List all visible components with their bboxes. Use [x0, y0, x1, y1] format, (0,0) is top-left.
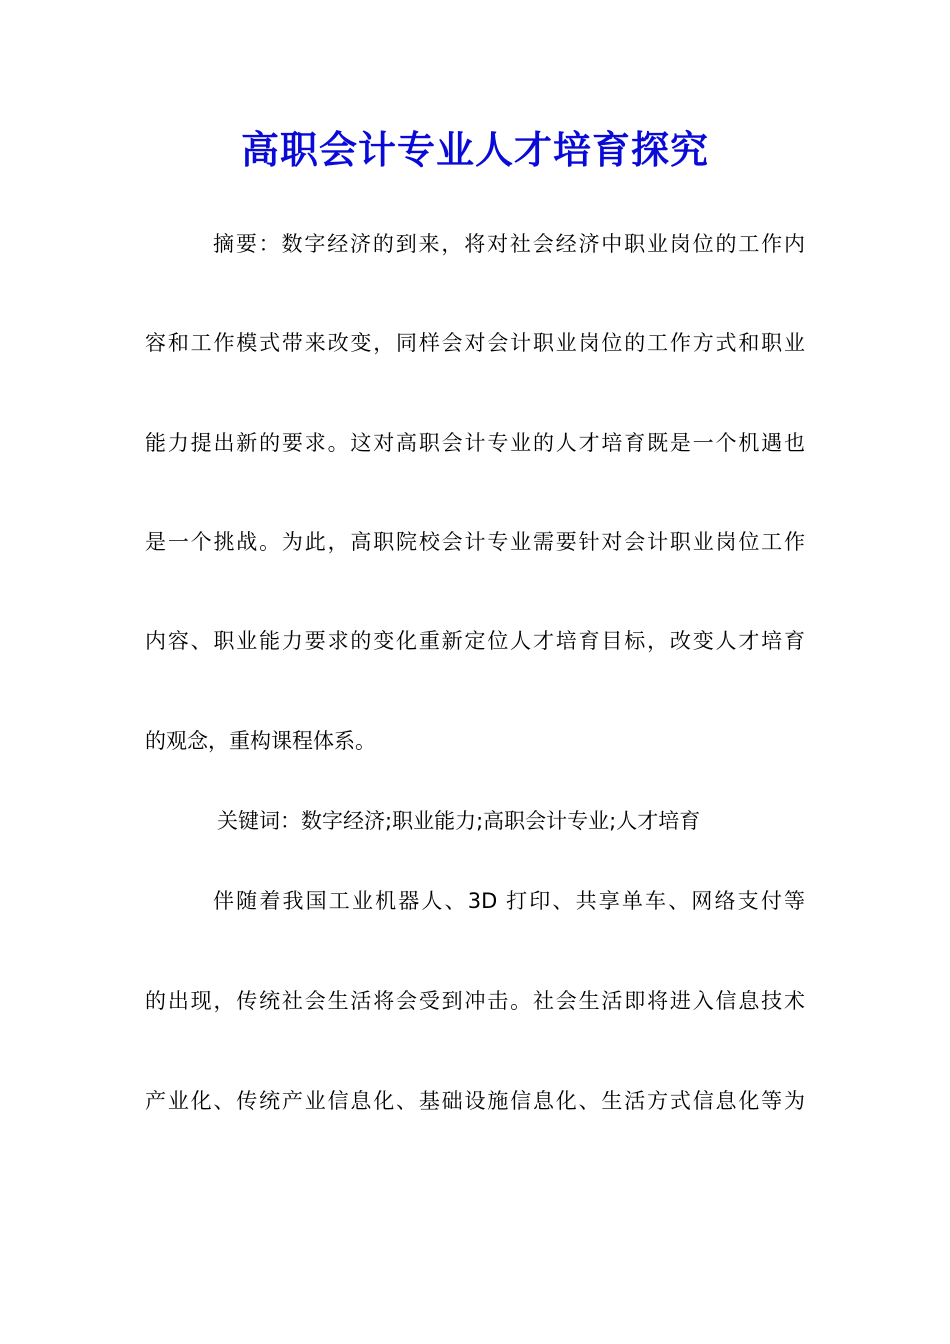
body-line-1: 伴随着我国工业机器人、3D 打印、共享单车、网络支付等	[213, 889, 805, 913]
body-line-3: 产业化、传统产业信息化、基础设施信息化、生活方式信息化等为	[145, 1089, 805, 1113]
body-line-2: 的出现，传统社会生活将会受到冲击。社会生活即将进入信息技术	[145, 989, 805, 1013]
abstract-line-4: 是一个挑战。为此，高职院校会计专业需要针对会计职业岗位工作	[145, 530, 805, 554]
abstract-line-2: 容和工作模式带来改变，同样会对会计职业岗位的工作方式和职业	[145, 331, 805, 355]
abstract-line-5: 内容、职业能力要求的变化重新定位人才培育目标，改变人才培育	[145, 629, 805, 653]
abstract-line-1: 摘要：数字经济的到来，将对社会经济中职业岗位的工作内	[213, 232, 805, 256]
keywords-line: 关键词：数字经济;职业能力;高职会计专业;人才培育	[217, 809, 701, 833]
abstract-line-3: 能力提出新的要求。这对高职会计专业的人才培育既是一个机遇也	[145, 431, 805, 455]
document-title: 高职会计专业人才培育探究	[240, 127, 709, 172]
abstract-line-6: 的观念，重构课程体系。	[145, 729, 376, 753]
